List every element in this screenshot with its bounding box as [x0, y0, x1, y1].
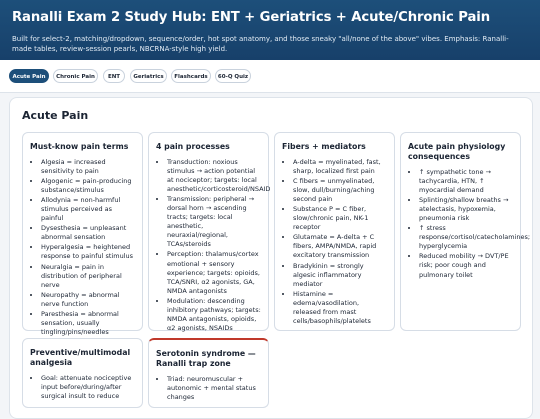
card-serotonin-syndrome [148, 338, 269, 408]
tab-bar [0, 60, 540, 93]
list-item: • Neuralgia = pain in distribution of peripheral nerve [41, 263, 135, 290]
list-item: • A-delta = myelinated, fast, sharp, localized first pain [293, 158, 387, 176]
card-list [156, 375, 261, 402]
tab-acute-pain[interactable]: Acute Pain [9, 69, 49, 83]
card-title: Must-know pain terms [30, 142, 129, 151]
list-item: • Splinting/shallow breaths → atelectasis, hypoxemia, pneumonia risk [419, 196, 513, 223]
page-subtitle: Built for select-2, matching/dropdown, sequence/order, hot spot anatomy, and those sneaky "all/none of the above" vibes. Emphasis: Ranalli-made tables, review-session pearls, NBCRNA-style high yield. [12, 35, 509, 53]
page-title: Ranalli Exam 2 Study Hub: ENT + Geriatrics + Acute/Chronic Pain [12, 10, 490, 25]
tab-flashcards[interactable]: Flashcards [171, 69, 211, 83]
card-fibers-mediators [274, 132, 395, 331]
card-title: Fibers + mediators [282, 142, 366, 151]
list-item: • Algogenic = pain-producing substance/stimulus [41, 177, 135, 195]
card-title: Preventive/multimodal analgesia [30, 348, 131, 367]
card-list [408, 168, 531, 280]
card-multimodal-analgesia [22, 338, 143, 408]
card-title: 4 pain processes [156, 142, 230, 151]
list-item: • Dysesthesia = unpleasant abnormal sensation [41, 224, 135, 242]
list-item: • C fibers = unmyelinated, slow, dull/burning/aching second pain [293, 177, 387, 204]
list-item: • Transmission: peripheral → dorsal horn → ascending tracts; targets: local anesthetic, neuraxial/regional, TCAs/steroids [167, 195, 261, 249]
list-item: • ↑ stress response/cortisol/catecholamines; hyperglycemia [419, 224, 513, 251]
card-pain-processes [148, 132, 269, 331]
list-item: • Histamine = edema/vasodilation, released from mast cells/basophils/platelets [293, 290, 387, 326]
page-header [0, 0, 540, 60]
list-item: • Triad: neuromuscular + autonomic + mental status changes [167, 375, 261, 402]
section-title: Acute Pain [22, 109, 89, 122]
card-list [30, 158, 135, 337]
list-item: • Hyperalgesia = heightened response to painful stimulus [41, 243, 135, 261]
card-list [156, 158, 271, 333]
tab-geriatrics[interactable]: Geriatrics [130, 69, 167, 83]
list-item: • Perception: thalamus/cortex emotional + sensory experience; targets: opioids, TCA/SNRI, α2 agonists, GA, NMDA antagonists [167, 250, 261, 295]
list-item: • Neuropathy = abnormal nerve function [41, 291, 135, 309]
tab-chronic-pain[interactable]: Chronic Pain [53, 69, 98, 83]
list-item: • Transduction: noxious stimulus → action potential at nociceptor; targets: local anesthetic/corticosteroid/NSAID [167, 158, 261, 194]
list-item: • Bradykinin = strongly algesic inflammatory mediator [293, 262, 387, 289]
list-item: • Substance P = C fiber, slow/chronic pain, NK-1 receptor [293, 205, 387, 232]
tab-60q-quiz[interactable]: 60-Q Quiz [215, 69, 251, 83]
card-list [30, 374, 135, 401]
card-title: Serotonin syndrome — Ranalli trap zone [156, 349, 256, 368]
card-title: Acute pain physiology consequences [408, 142, 506, 161]
list-item: • Allodynia = non-harmful stimulus perceived as painful [41, 196, 135, 223]
list-item: • Algesia = increased sensitivity to pain [41, 158, 135, 176]
list-item: • Modulation: descending inhibitory pathways; targets: NMDA antagonists, opioids, α2 agonists, NSAIDs [167, 297, 261, 333]
tab-ent[interactable]: ENT [103, 69, 125, 83]
list-item: • Glutamate = A-delta + C fibers, AMPA/NMDA, rapid excitatory transmission [293, 233, 387, 260]
list-item: • Paresthesia = abnormal sensation, usually tingling/pins/needles [41, 310, 135, 337]
list-item: • Reduced mobility → DVT/PE risk; poor cough and pulmonary toilet [419, 252, 513, 279]
card-physiology-consequences [400, 132, 531, 331]
card-list [282, 158, 387, 326]
list-item: • ↑ sympathetic tone → tachycardia, HTN, ↑ myocardial demand [419, 168, 513, 195]
card-pain-terms [22, 132, 143, 336]
acute-pain-panel [9, 97, 533, 419]
list-item: • Goal: attenuate nociceptive input before/during/after surgical insult to reduce [41, 374, 135, 401]
